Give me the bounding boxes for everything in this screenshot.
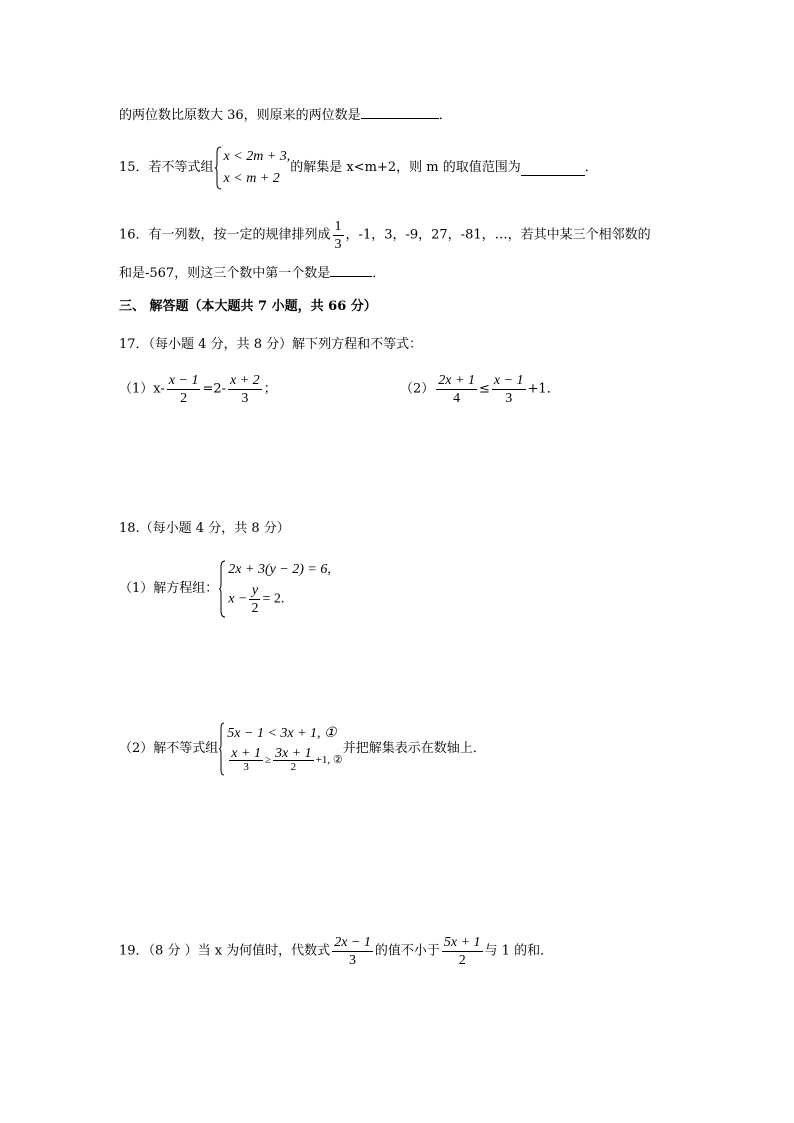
q16-answer-blank[interactable] — [330, 262, 372, 277]
q17-p1-fraction-1: $\frac{x - 1}{2}$ — [168, 373, 199, 406]
q14-text: 的两位数比原数大 36，则原来的两位数是 — [119, 108, 361, 123]
q15-row2: x < m + 2 — [223, 171, 280, 186]
q18-p1-equation-system — [218, 560, 331, 618]
section-3-heading: 三、 解答题（本大题共 7 小题，共 66 分） — [119, 299, 377, 314]
q17-part2: （2） $\frac{2x + 1}{4}$ ≤ $\frac{x - 1}{3}$ +1． — [400, 373, 560, 406]
q19-fraction-1: $\frac{2x - 1}{3}$ — [334, 935, 371, 968]
question-16-line1 — [119, 218, 651, 253]
q18-p1-row2-fraction: $\frac{y}{2}$ — [251, 582, 259, 616]
q17-p1-fraction-2: $\frac{x + 2}{3}$ — [230, 373, 260, 406]
q18-p2-row1: 5x − 1 < 3x + 1, ① — [227, 725, 337, 741]
question-15: 15．若不等式组 x < 2m + 3, x < m + 2 的解集是 x<m+2，则 m 的取值范围为 ． — [119, 146, 598, 190]
q18-p1-row1: 2x + 3(y − 2) = 6, — [228, 562, 331, 578]
q18-p2-row2-fraction-2: $\frac{3x + 1}{2}$ — [275, 746, 312, 774]
q16-lead: 16．有一列数，按一定的规律排列成 — [119, 227, 331, 243]
q18-part2: （2）解不等式组 5x − 1 < 3x + 1, ① $\frac{x + 1}{3}$ ≥ $\frac{3x + 1}{2}$ +1, ② 并把解集表示在数轴上． — [119, 722, 486, 776]
q18-p2-inequality-system — [218, 722, 342, 776]
q17-part1: （1）x- $\frac{x - 1}{2}$ =2- $\frac{x + 2}{3}$ ； — [119, 373, 277, 406]
q16-fraction: $\frac{1}{3}$ — [334, 219, 342, 252]
q18-p2-row2-fraction-1: $\frac{x + 1}{3}$ — [231, 746, 261, 774]
q15-inequality-system — [214, 146, 291, 190]
q15-answer-blank[interactable] — [521, 161, 585, 176]
q15-row1: x < 2m + 3, — [223, 149, 291, 164]
q15-text: 的解集是 x<m+2，则 m 的取值范围为 — [290, 160, 521, 175]
q15-number: 15．若不等式组 — [119, 160, 214, 175]
question-16-line2: 和是-567，则这三个数中第一个数是 ． — [119, 262, 385, 283]
left-brace-icon — [218, 560, 226, 618]
left-brace-icon — [214, 146, 222, 190]
q14-answer-blank[interactable] — [361, 104, 439, 119]
q16-sequence: ，-1，3，-9，27，-81，…，若其中某三个相邻数的 — [345, 227, 651, 243]
left-brace-icon — [218, 722, 225, 776]
q17-p2-fraction-2: $\frac{x - 1}{3}$ — [493, 373, 524, 406]
q18-title: 18.（每小题 4 分，共 8 分） — [119, 521, 290, 536]
q18-p1-row2: x − $\frac{y}{2}$ = 2. — [228, 582, 285, 616]
q16-line2: 和是-567，则这三个数中第一个数是 — [119, 266, 331, 281]
q18-p2-row2: $\frac{x + 1}{3}$ ≥ $\frac{3x + 1}{2}$ +1, ② — [231, 746, 343, 774]
q18-part1: （1）解方程组： 2x + 3(y − 2) = 6, x − $\frac{y}{2}$ = 2. — [119, 560, 331, 618]
q19-fraction-2: $\frac{5x + 1}{2}$ — [443, 935, 481, 968]
q17-p2-fraction-1: $\frac{2x + 1}{4}$ — [438, 373, 475, 406]
q14-continuation: 的两位数比原数大 36，则原来的两位数是 ． — [119, 104, 452, 125]
q18-p2-tail: 并把解集表示在数轴上． — [342, 741, 486, 756]
q17-title: 17．（每小题 4 分，共 8 分）解下列方程和不等式： — [119, 337, 423, 352]
question-19: 19．（8 分 ）当 x 为何值时，代数式 $\frac{2x - 1}{3}$ 的值不小于 $\frac{5x + 1}{2}$ 与 1 的和． — [119, 935, 554, 968]
